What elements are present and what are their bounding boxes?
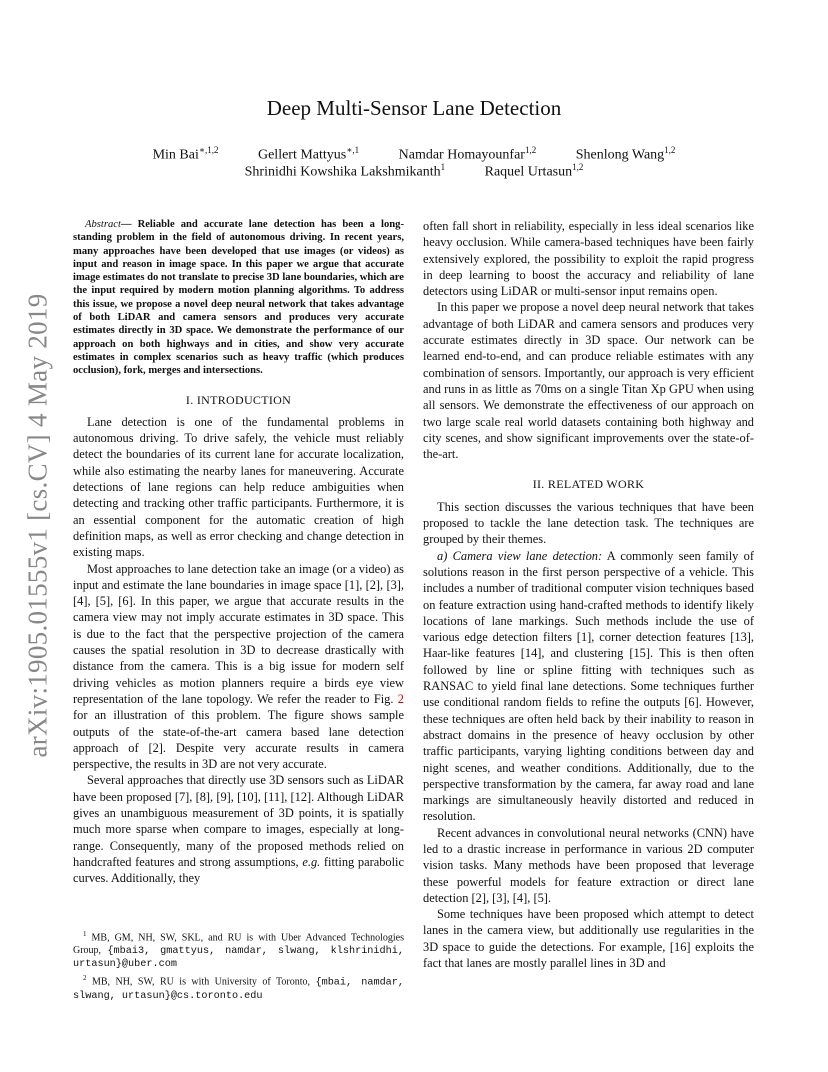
author: Gellert Mattyus$^{∗,1}$ [257,145,360,163]
paragraph: This section discusses the various techniques that have been proposed to tackle the lane detection task. The techniques are grouped by their themes. [423,499,754,547]
paragraph: a) Camera view lane detection: A commonly seen family of solutions reason in the first person perspective of a vehicle. This includes a number of traditional computer vision techniques based on feature extraction using hand-crafted methods to identify likely locations of lane markings. Such methods include the use of various edge detection filters [1], corner detection features [13], Haar-like features [14], and clustering [15]. This is then often followed by line or spline fitting with techniques such as RANSAC to yield final lane detections. Some techniques further use conditional random fields to refine the outputs [6]. However, these techniques are often held back by their inability to reason in abstract domains in the presence of heavy occlusion by other traffic participants, varying lighting conditions between day and night scenes, and weather conditions. Additionally, due to the perspective transformation by the camera, far away road and lane markings are simultaneously heavily distorted and reduced in resolution. [423,548,754,824]
footnote-emails: {mbai, namdar, slwang, urtasun}@cs.toronto.edu [73,977,405,1002]
footnote-emails: {mbai3, gmattyus, namdar, slwang, klshrinidhi, urtasun}@uber.com [73,945,404,971]
abstract-label: Abstract [85,219,121,230]
footnotes [73,928,404,1003]
paragraph: Most approaches to lane detection take an image (or a video) as input and estimate the lane boundaries in image space [1], [2], [3], [4], [5], [6]. In this paper, we argue that accurate results in the camera view may not imply accurate estimates in 3D space. This is due to the fact that the perspective projection of the camera causes the spatial resolution in 3D to decrease drastically with distance from the camera. This is a big issue for modern self driving vehicles as motion planners require a birds eye view representation of the lane topology. We refer the reader to Fig. 2 for an illustration of this problem. The figure shows sample outputs of the state-of-the-art camera based lane detection approach of [2]. Despite very accurate results in camera perspective, the results in 3D are not very accurate. [73,561,404,772]
paragraph: In this paper we propose a novel deep neural network that takes advantage of both LiDAR and camera sensors and produces very accurate estimates directly in 3D space. Our network can be learned end-to-end, and can produce reliable estimates with any combination of sensors. Importantly, our approach is very efficient and runs in as little as 70ms on a single Titan Xp GPU when using all sensors. We demonstrate the effectiveness of our approach on two large scale real world datasets containing both highway and city scenes, and show significant improvements over the state-of-the-art. [423,300,754,462]
section-heading: I. INTRODUCTION [185,392,292,407]
author-row-1 [0,145,828,164]
figure-reference-link[interactable]: 2 [397,691,404,706]
author-row-2 [0,162,828,181]
footnote: $^1$ MB, GM, NH, SW, SKL, and RU is with Uber Advanced Technologies Group, {mbai3, gmattyus, namdar, slwang, klshrinidhi, urtasun}@uber.com [73,930,404,971]
footnote: $^2$ MB, NH, SW, RU is with University of Toronto, {mbai, namdar, slwang, urtasun}@cs.toronto.edu [73,973,405,1002]
paragraph: often fall short in reliability, especially in less ideal scenarios like heavy occlusion. While camera-based techniques have been fairly extensively explored, the possibility to exploit the rapid progress in deep learning to boost the accuracy and reliability of lane detectors using LiDAR or multi-sensor input remains open. [423,219,754,299]
author: Raquel Urtasun$^{1,2}$ [484,162,584,180]
author: Shenlong Wang$^{1,2}$ [575,145,676,163]
abstract-text: — Reliable and accurate lane detection has been a long-standing problem in the field of autonomous driving. In recent years, many approaches have been developed that use images (or videos) as input and reason in image space. In this paper we argue that accurate image estimates do not translate to precise 3D lane boundaries, which are the input required by modern motion planning algorithms. To address this issue, we propose a novel deep neural network that takes advantage of both LiDAR and camera sensors and produces very accurate estimates directly in 3D space. We demonstrate the performance of our approach on both highways and in cities, and show very accurate estimates in complex scenarios such as heavy traffic (which produces occlusion), fork, merges and intersections. [73,219,404,377]
arxiv-stamp [18,285,58,765]
paragraph: Recent advances in convolutional neural networks (CNN) have led to a drastic increase in performance in various 2D computer vision tasks. Many methods have been proposed that leverage these powerful models for feature extraction or direct lane detection [2], [3], [4], [5]. [423,825,754,905]
paragraph: Lane detection is one of the fundamental problems in autonomous driving. To drive safely, the vehicle must reliably detect the boundaries of its current lane for accurate localization, while also estimating the nearby lanes for maneuvering. Accurate detections of lane regions can help reduce ambiguities when detecting and tracking other traffic participants. Furthermore, it is an essential component for the automatic creation of high definition maps, as well as error checking and change detection in existing maps. [73,414,404,560]
arxiv-stamp-text: arXiv:1905.01555v1 [cs.CV] 4 May 2019 [22,292,53,758]
paragraph: Several approaches that directly use 3D sensors such as LiDAR have been proposed [7], [8], [9], [10], [11], [12]. Although LiDAR gives an unambiguous measurement of 3D points, it is spatially much more sparse when compare to images, especially at long-range. Consequently, many of the proposed methods relied on handcrafted features and strong assumptions, e.g. fitting parabolic curves. Additionally, they [73,773,404,886]
paper-title: Deep Multi-Sensor Lane Detection [266,96,562,120]
left-column [73,218,404,886]
author: Shrinidhi Kowshika Lakshmikanth$^1$ [244,162,446,180]
author: Namdar Homayounfar$^{1,2}$ [398,145,537,163]
abstract [73,218,404,378]
section-heading: II. RELATED WORK [532,477,645,492]
subsection-heading: a) Camera view lane detection: [437,548,603,563]
author: Min Bai$^{∗,1,2}$ [152,145,219,163]
paragraph: Some techniques have been proposed which attempt to detect lanes in the camera view, but additionally use regularities in the 3D space to guide the detections. For example, [16] exploits the fact that lanes are mostly parallel lines in 3D and [423,907,754,971]
right-column [423,218,754,971]
